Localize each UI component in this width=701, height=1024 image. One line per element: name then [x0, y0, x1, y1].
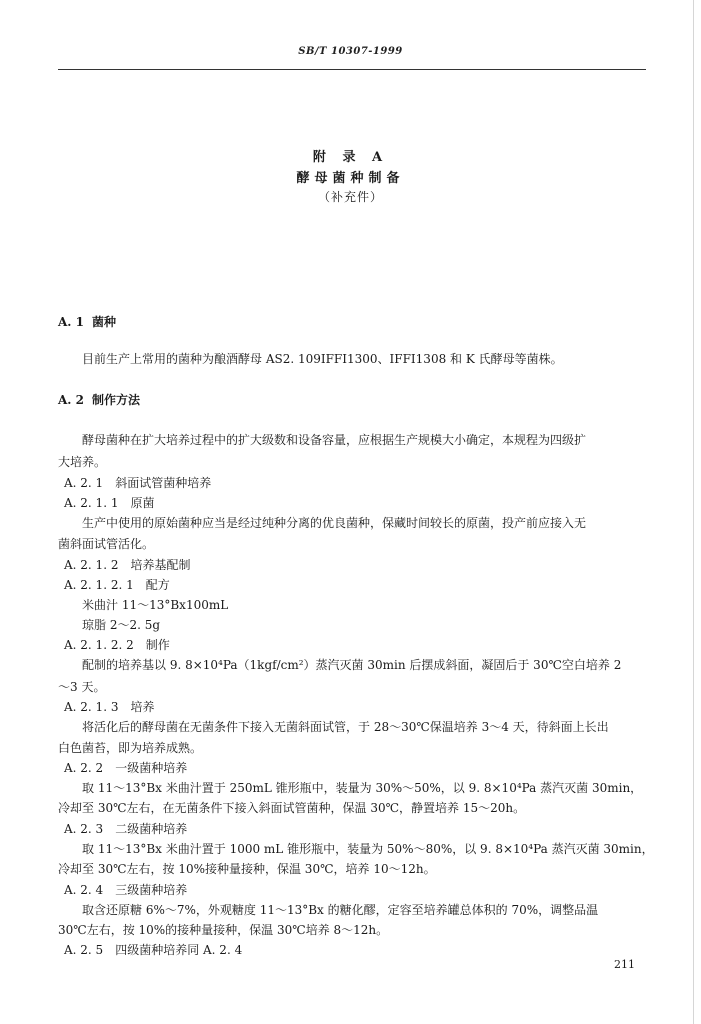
- standard-code-header: SB/T 10307-1999: [298, 46, 403, 57]
- subsection-a22: A. 2. 2 一级菌种培养: [64, 761, 188, 775]
- subsection-a23-text-line1: 取 11～13°Bx 米曲汁置于 1000 mL 锥形瓶中，装量为 50%～80%，以 9. 8×10⁴Pa 蒸汽灭菌 30min，: [82, 842, 654, 856]
- subsection-a213: A. 2. 1. 3 培养: [64, 700, 155, 714]
- subsection-a211: A. 2. 1. 1 原菌: [64, 496, 155, 510]
- subsection-a212: A. 2. 1. 2 培养基配制: [64, 558, 191, 572]
- subsection-a22-text-line2: 冷却至 30℃左右，在无菌条件下接入斜面试管菌种，保温 30℃，静置培养 15～20h。: [58, 801, 526, 815]
- section-a1-text: 目前生产上常用的菌种为酿酒酵母 AS2. 109IFFI1300、IFFI1308 和 K 氏酵母等菌株。: [82, 352, 563, 366]
- section-number: A. 1: [58, 315, 85, 329]
- appendix-label: 附 录 A: [312, 150, 389, 165]
- subsection-a21: A. 2. 1 斜面试管菌种培养: [64, 476, 212, 490]
- subsection-a24: A. 2. 4 三级菌种培养: [64, 883, 188, 897]
- subsection-a213-text-line1: 将活化后的酵母菌在无菌条件下接入无菌斜面试管，于 28～30℃保温培养 3～4 天，待斜面上长出: [82, 720, 609, 734]
- appendix-subtitle: （补充件）: [317, 190, 383, 204]
- section-a1-heading: [58, 313, 116, 330]
- section-a2-text-line1: 酵母菌种在扩大培养过程中的扩大级数和设备容量，应根据生产规模大小确定，本规程为四级扩: [82, 433, 587, 447]
- section-a2-heading: [58, 391, 140, 408]
- subsection-a211-text-line2: 菌斜面试管活化。: [58, 537, 155, 551]
- section-title: 菌种: [92, 315, 117, 329]
- subsection-a2122: A. 2. 1. 2. 2 制作: [64, 638, 170, 652]
- header-rule: [58, 69, 646, 70]
- section-title: 制作方法: [92, 393, 141, 407]
- subsection-a211-text-line1: 生产中使用的原始菌种应当是经过纯种分离的优良菌种，保藏时间较长的原菌，投产前应接入无: [82, 516, 587, 530]
- subsection-a2122-text-line2: ～3 天。: [58, 680, 106, 694]
- subsection-a24-text-line1: 取含还原糖 6%～7%，外观糖度 11～13°Bx 的糖化醪，定容至培养罐总体积的 70%，调整品温: [82, 903, 599, 917]
- scan-edge-line: [693, 0, 694, 1024]
- subsection-a2121: A. 2. 1. 2. 1 配方: [64, 578, 170, 592]
- formula-line2: 琼脂 2～2. 5g: [82, 618, 161, 632]
- appendix-title: 酵母菌种制备: [296, 171, 405, 186]
- subsection-a213-text-line2: 白色菌苔，即为培养成熟。: [58, 741, 203, 755]
- subsection-a23: A. 2. 3 二级菌种培养: [64, 822, 188, 836]
- subsection-a22-text-line1: 取 11～13°Bx 米曲汁置于 250mL 锥形瓶中，装量为 30%～50%，以 9. 8×10⁴Pa 蒸汽灭菌 30min，: [82, 781, 643, 795]
- formula-line1: 米曲汁 11～13°Bx100mL: [82, 598, 229, 612]
- subsection-a25: A. 2. 5 四级菌种培养同 A. 2. 4: [64, 943, 243, 957]
- subsection-a2122-text-line1: 配制的培养基以 9. 8×10⁴Pa（1kgf/cm²）蒸汽灭菌 30min 后摆成斜面，凝固后于 30℃空白培养 2: [82, 658, 622, 672]
- subsection-a24-text-line2: 30℃左右，按 10%的接种量接种，保温 30℃培养 8～12h。: [58, 923, 389, 937]
- subsection-a23-text-line2: 冷却至 30℃左右，按 10%接种量接种，保温 30℃，培养 10～12h。: [58, 862, 436, 876]
- section-number: A. 2: [58, 393, 85, 407]
- section-a2-text-line2: 大培养。: [58, 455, 107, 469]
- page-number: 211: [614, 958, 635, 971]
